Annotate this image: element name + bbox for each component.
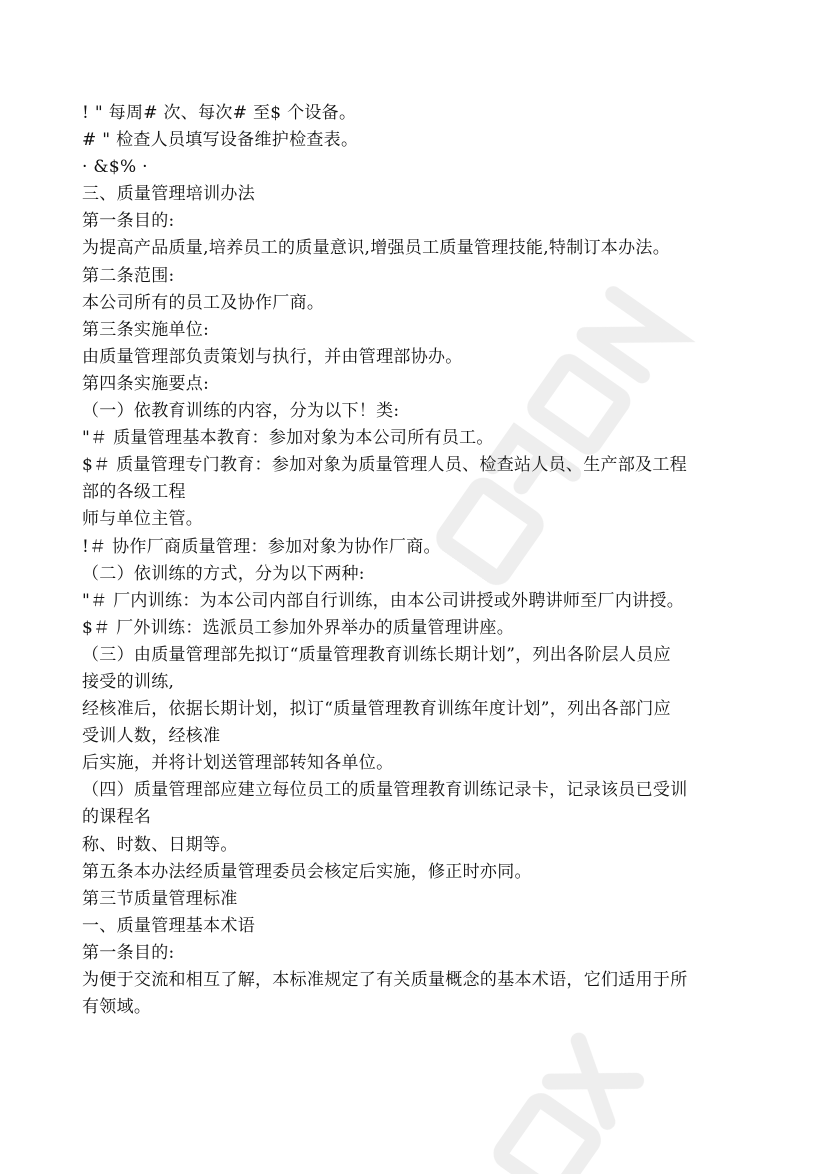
- document-body: [82, 100, 762, 1021]
- text-line: 第四条实施要点:: [82, 373, 210, 394]
- text-line: · &$% ·: [82, 157, 148, 178]
- text-line: 称、时数、日期等。: [82, 834, 238, 855]
- text-line: "＃ 质量管理基本教育：参加对象为本公司所有员工。: [82, 428, 494, 449]
- text-line: 为提高产品质量,培养员工的质量意识,增强员工质量管理技能,特制订本办法。: [82, 238, 671, 259]
- section-heading: 第三节质量管理标准: [82, 888, 238, 909]
- section-heading: 一、质量管理基本术语: [82, 915, 255, 936]
- text-line: 受训人数，经核准: [82, 726, 221, 747]
- text-line: # " 检查人员填写设备维护检查表。: [82, 130, 359, 151]
- text-line: （二）依训练的方式，分为以下两种:: [82, 563, 365, 584]
- text-line: 的课程名: [82, 807, 152, 828]
- text-line: !＃ 协作厂商质量管理：参加对象为协作厂商。: [82, 536, 441, 557]
- text-line: 由质量管理部负责策划与执行，并由管理部协办。: [82, 346, 463, 367]
- text-line: 第一条目的:: [82, 942, 175, 963]
- text-line: （四）质量管理部应建立每位员工的质量管理教育训练记录卡，记录该员已受训: [82, 780, 688, 801]
- text-line: $＃ 质量管理专门教育：参加对象为质量管理人员、检查站人员、生产部及工程: [82, 455, 688, 476]
- text-line: （一）依教育训练的内容，分为以下！类:: [82, 401, 400, 422]
- text-line: 后实施，并将计划送管理部转知各单位。: [82, 753, 394, 774]
- text-line: ! " 每周# 次、每次# 至$ 个设备。: [82, 103, 357, 123]
- section-heading: 三、质量管理培训办法: [82, 184, 255, 205]
- text-line: $＃ 厂外训练：选派员工参加外界举办的质量管理讲座。: [82, 617, 515, 638]
- text-line: 本公司所有的员工及协作厂商。: [82, 292, 325, 313]
- text-line: 第五条本办法经质量管理委员会核定后实施，修正时亦同。: [82, 861, 532, 882]
- text-line: 经核准后，依据长期计划，拟订“质量管理教育训练年度计划”，列出各部门应: [82, 699, 671, 720]
- text-line: 第一条目的:: [82, 211, 175, 232]
- text-line: 第二条范围:: [82, 265, 175, 286]
- text-line: 第三条实施单位:: [82, 319, 210, 340]
- text-line: （三）由质量管理部先拟订“质量管理教育训练长期计划”，列出各阶层人员应: [82, 644, 671, 665]
- text-line: 接受的训练,: [82, 671, 175, 692]
- text-line: 为便于交流和相互了解，本标准规定了有关质量概念的基本术语，它们适用于所: [82, 970, 688, 990]
- text-line: 有领域。: [82, 997, 152, 1018]
- text-line: 部的各级工程: [82, 482, 186, 503]
- text-line: 师与单位主管。: [82, 509, 204, 530]
- text-line: "＃ 厂内训练：为本公司内部自行训练，由本公司讲授或外聘讲师至厂内讲授。: [82, 590, 685, 611]
